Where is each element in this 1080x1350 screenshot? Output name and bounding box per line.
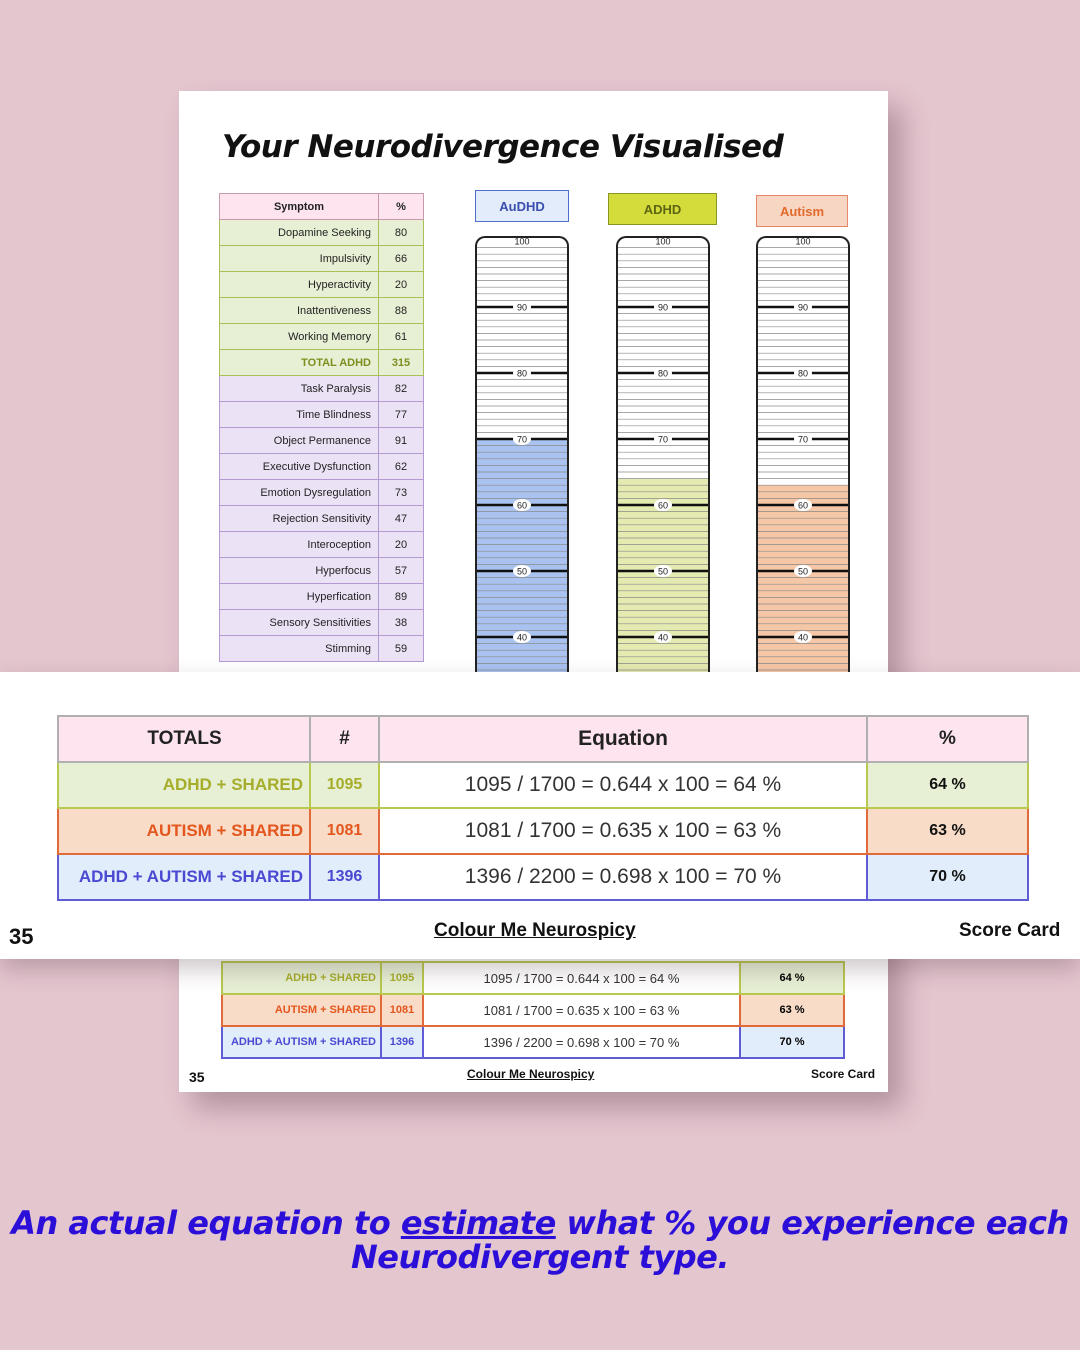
tick-label: 70: [797, 434, 809, 445]
symptom-value: 20: [379, 272, 424, 298]
mini-totals-table: [221, 961, 845, 1059]
tick-label: 100: [795, 238, 811, 247]
symptom-value: 73: [379, 480, 424, 506]
mini-percent: 70 %: [740, 1026, 844, 1058]
symptom-table: [219, 193, 424, 662]
mini-percent: 63 %: [740, 994, 844, 1026]
table-row: [220, 220, 424, 246]
total-adhd-label: TOTAL ADHD: [220, 350, 379, 376]
autism-gauge: [758, 238, 848, 698]
count-header: #: [310, 716, 379, 762]
table-row: [220, 454, 424, 480]
symptom-header: Symptom: [220, 194, 379, 220]
symptom-value: 82: [379, 376, 424, 402]
tick-label: 60: [516, 500, 528, 511]
totals-percent: 64 %: [867, 762, 1028, 808]
mini-count: 1396: [381, 1026, 423, 1058]
tick-label: 90: [516, 302, 528, 313]
page-number: 35: [9, 924, 34, 949]
page-title: Your Neurodivergence Visualised: [222, 129, 784, 165]
tick-label: 40: [657, 632, 669, 643]
tick-label: 40: [516, 632, 528, 643]
totals-header-row: [58, 716, 1028, 762]
audhd-thermometer: [475, 236, 569, 698]
symptom-name: Rejection Sensitivity: [220, 506, 379, 532]
caption-text-1: An actual equation to: [11, 1204, 401, 1242]
total-adhd-row: [220, 350, 424, 376]
symptom-value: 62: [379, 454, 424, 480]
symptom-table-header: [220, 194, 424, 220]
table-row: [220, 584, 424, 610]
symptom-value: 77: [379, 402, 424, 428]
table-row: [220, 532, 424, 558]
table-row: [220, 558, 424, 584]
tick-label: 40: [797, 632, 809, 643]
symptom-name: Task Paralysis: [220, 376, 379, 402]
symptom-name: Time Blindness: [220, 402, 379, 428]
table-row: [220, 402, 424, 428]
symptom-name: Working Memory: [220, 324, 379, 350]
tick-label: 50: [516, 566, 528, 577]
equation-header: Equation: [379, 716, 867, 762]
symptom-name: Interoception: [220, 532, 379, 558]
totals-header: TOTALS: [58, 716, 310, 762]
symptom-value: 57: [379, 558, 424, 584]
tick-label: 60: [797, 500, 809, 511]
table-row: [220, 376, 424, 402]
tick-label: 100: [655, 238, 671, 247]
symptom-value: 88: [379, 298, 424, 324]
table-row: [220, 636, 424, 662]
caption-text-2: what % you experience each Neurodivergent type.: [351, 1204, 1069, 1276]
totals-table: [57, 715, 1029, 901]
totals-card: [0, 672, 1080, 959]
totals-percent: 70 %: [867, 854, 1028, 900]
symptom-value: 61: [379, 324, 424, 350]
percent-header: %: [379, 194, 424, 220]
mini-count: 1095: [381, 962, 423, 994]
mini-percent: 64 %: [740, 962, 844, 994]
mini-equation: 1396 / 2200 = 0.698 x 100 = 70 %: [423, 1026, 740, 1058]
mini-equation: 1095 / 1700 = 0.644 x 100 = 64 %: [423, 962, 740, 994]
symptom-name: Stimming: [220, 636, 379, 662]
footer-title: Colour Me Neurospicy: [434, 920, 636, 941]
totals-equation: 1095 / 1700 = 0.644 x 100 = 64 %: [379, 762, 867, 808]
footer-title: Colour Me Neurospicy: [467, 1067, 595, 1081]
totals-label: AUTISM + SHARED: [58, 808, 310, 854]
audhd-header: AuDHD: [475, 190, 569, 222]
footer-right: Score Card: [811, 1067, 876, 1081]
totals-percent: 63 %: [867, 808, 1028, 854]
tick-label: 50: [797, 566, 809, 577]
table-row: [220, 506, 424, 532]
mini-count: 1081: [381, 994, 423, 1026]
symptom-value: 80: [379, 220, 424, 246]
mini-label: ADHD + AUTISM + SHARED: [222, 1026, 381, 1058]
symptom-value: 89: [379, 584, 424, 610]
totals-row-adhd: [58, 762, 1028, 808]
tick-label: 90: [657, 302, 669, 313]
level-fill: [758, 485, 848, 698]
audhd-gauge: [477, 238, 567, 698]
symptom-name: Hyperfication: [220, 584, 379, 610]
autism-header: Autism: [756, 195, 848, 227]
tick-label: 60: [657, 500, 669, 511]
symptom-value: 38: [379, 610, 424, 636]
mini-row-autism: [222, 994, 844, 1026]
symptom-value: 59: [379, 636, 424, 662]
totals-label: ADHD + SHARED: [58, 762, 310, 808]
totals-equation: 1081 / 1700 = 0.635 x 100 = 63 %: [379, 808, 867, 854]
symptom-name: Emotion Dysregulation: [220, 480, 379, 506]
symptom-name: Inattentiveness: [220, 298, 379, 324]
mini-label: ADHD + SHARED: [222, 962, 381, 994]
symptom-name: Hyperfocus: [220, 558, 379, 584]
page-number: 35: [189, 1069, 205, 1085]
table-row: [220, 480, 424, 506]
table-row: [220, 324, 424, 350]
symptom-name: Impulsivity: [220, 246, 379, 272]
symptom-value: 20: [379, 532, 424, 558]
tick-label: 80: [657, 368, 669, 379]
table-row: [220, 246, 424, 272]
totals-count: 1081: [310, 808, 379, 854]
tick-label: 90: [797, 302, 809, 313]
percent-header: %: [867, 716, 1028, 762]
symptom-value: 47: [379, 506, 424, 532]
totals-row-autism: [58, 808, 1028, 854]
adhd-thermometer: [616, 236, 710, 698]
symptom-name: Dopamine Seeking: [220, 220, 379, 246]
table-row: [220, 272, 424, 298]
mini-row-adhd: [222, 962, 844, 994]
symptom-value: 66: [379, 246, 424, 272]
tick-label: 80: [516, 368, 528, 379]
tick-label: 70: [516, 434, 528, 445]
mini-row-combined: [222, 1026, 844, 1058]
total-adhd-value: 315: [379, 350, 424, 376]
totals-equation: 1396 / 2200 = 0.698 x 100 = 70 %: [379, 854, 867, 900]
adhd-header: ADHD: [608, 193, 717, 225]
tick-label: 100: [514, 238, 530, 247]
tick-label: 50: [657, 566, 669, 577]
symptom-name: Sensory Sensitivities: [220, 610, 379, 636]
totals-row-combined: [58, 854, 1028, 900]
table-row: [220, 428, 424, 454]
mini-label: AUTISM + SHARED: [222, 994, 381, 1026]
totals-label: ADHD + AUTISM + SHARED: [58, 854, 310, 900]
caption-emphasis: estimate: [400, 1204, 556, 1242]
table-row: [220, 298, 424, 324]
adhd-gauge: [618, 238, 708, 698]
table-row: [220, 610, 424, 636]
symptom-name: Object Permanence: [220, 428, 379, 454]
tick-label: 70: [657, 434, 669, 445]
mini-equation: 1081 / 1700 = 0.635 x 100 = 63 %: [423, 994, 740, 1026]
autism-thermometer: [756, 236, 850, 698]
tick-label: 80: [797, 368, 809, 379]
totals-count: 1095: [310, 762, 379, 808]
totals-count: 1396: [310, 854, 379, 900]
footer-right: Score Card: [959, 920, 1061, 941]
caption: [0, 1206, 1080, 1274]
symptom-name: Executive Dysfunction: [220, 454, 379, 480]
symptom-value: 91: [379, 428, 424, 454]
symptom-name: Hyperactivity: [220, 272, 379, 298]
